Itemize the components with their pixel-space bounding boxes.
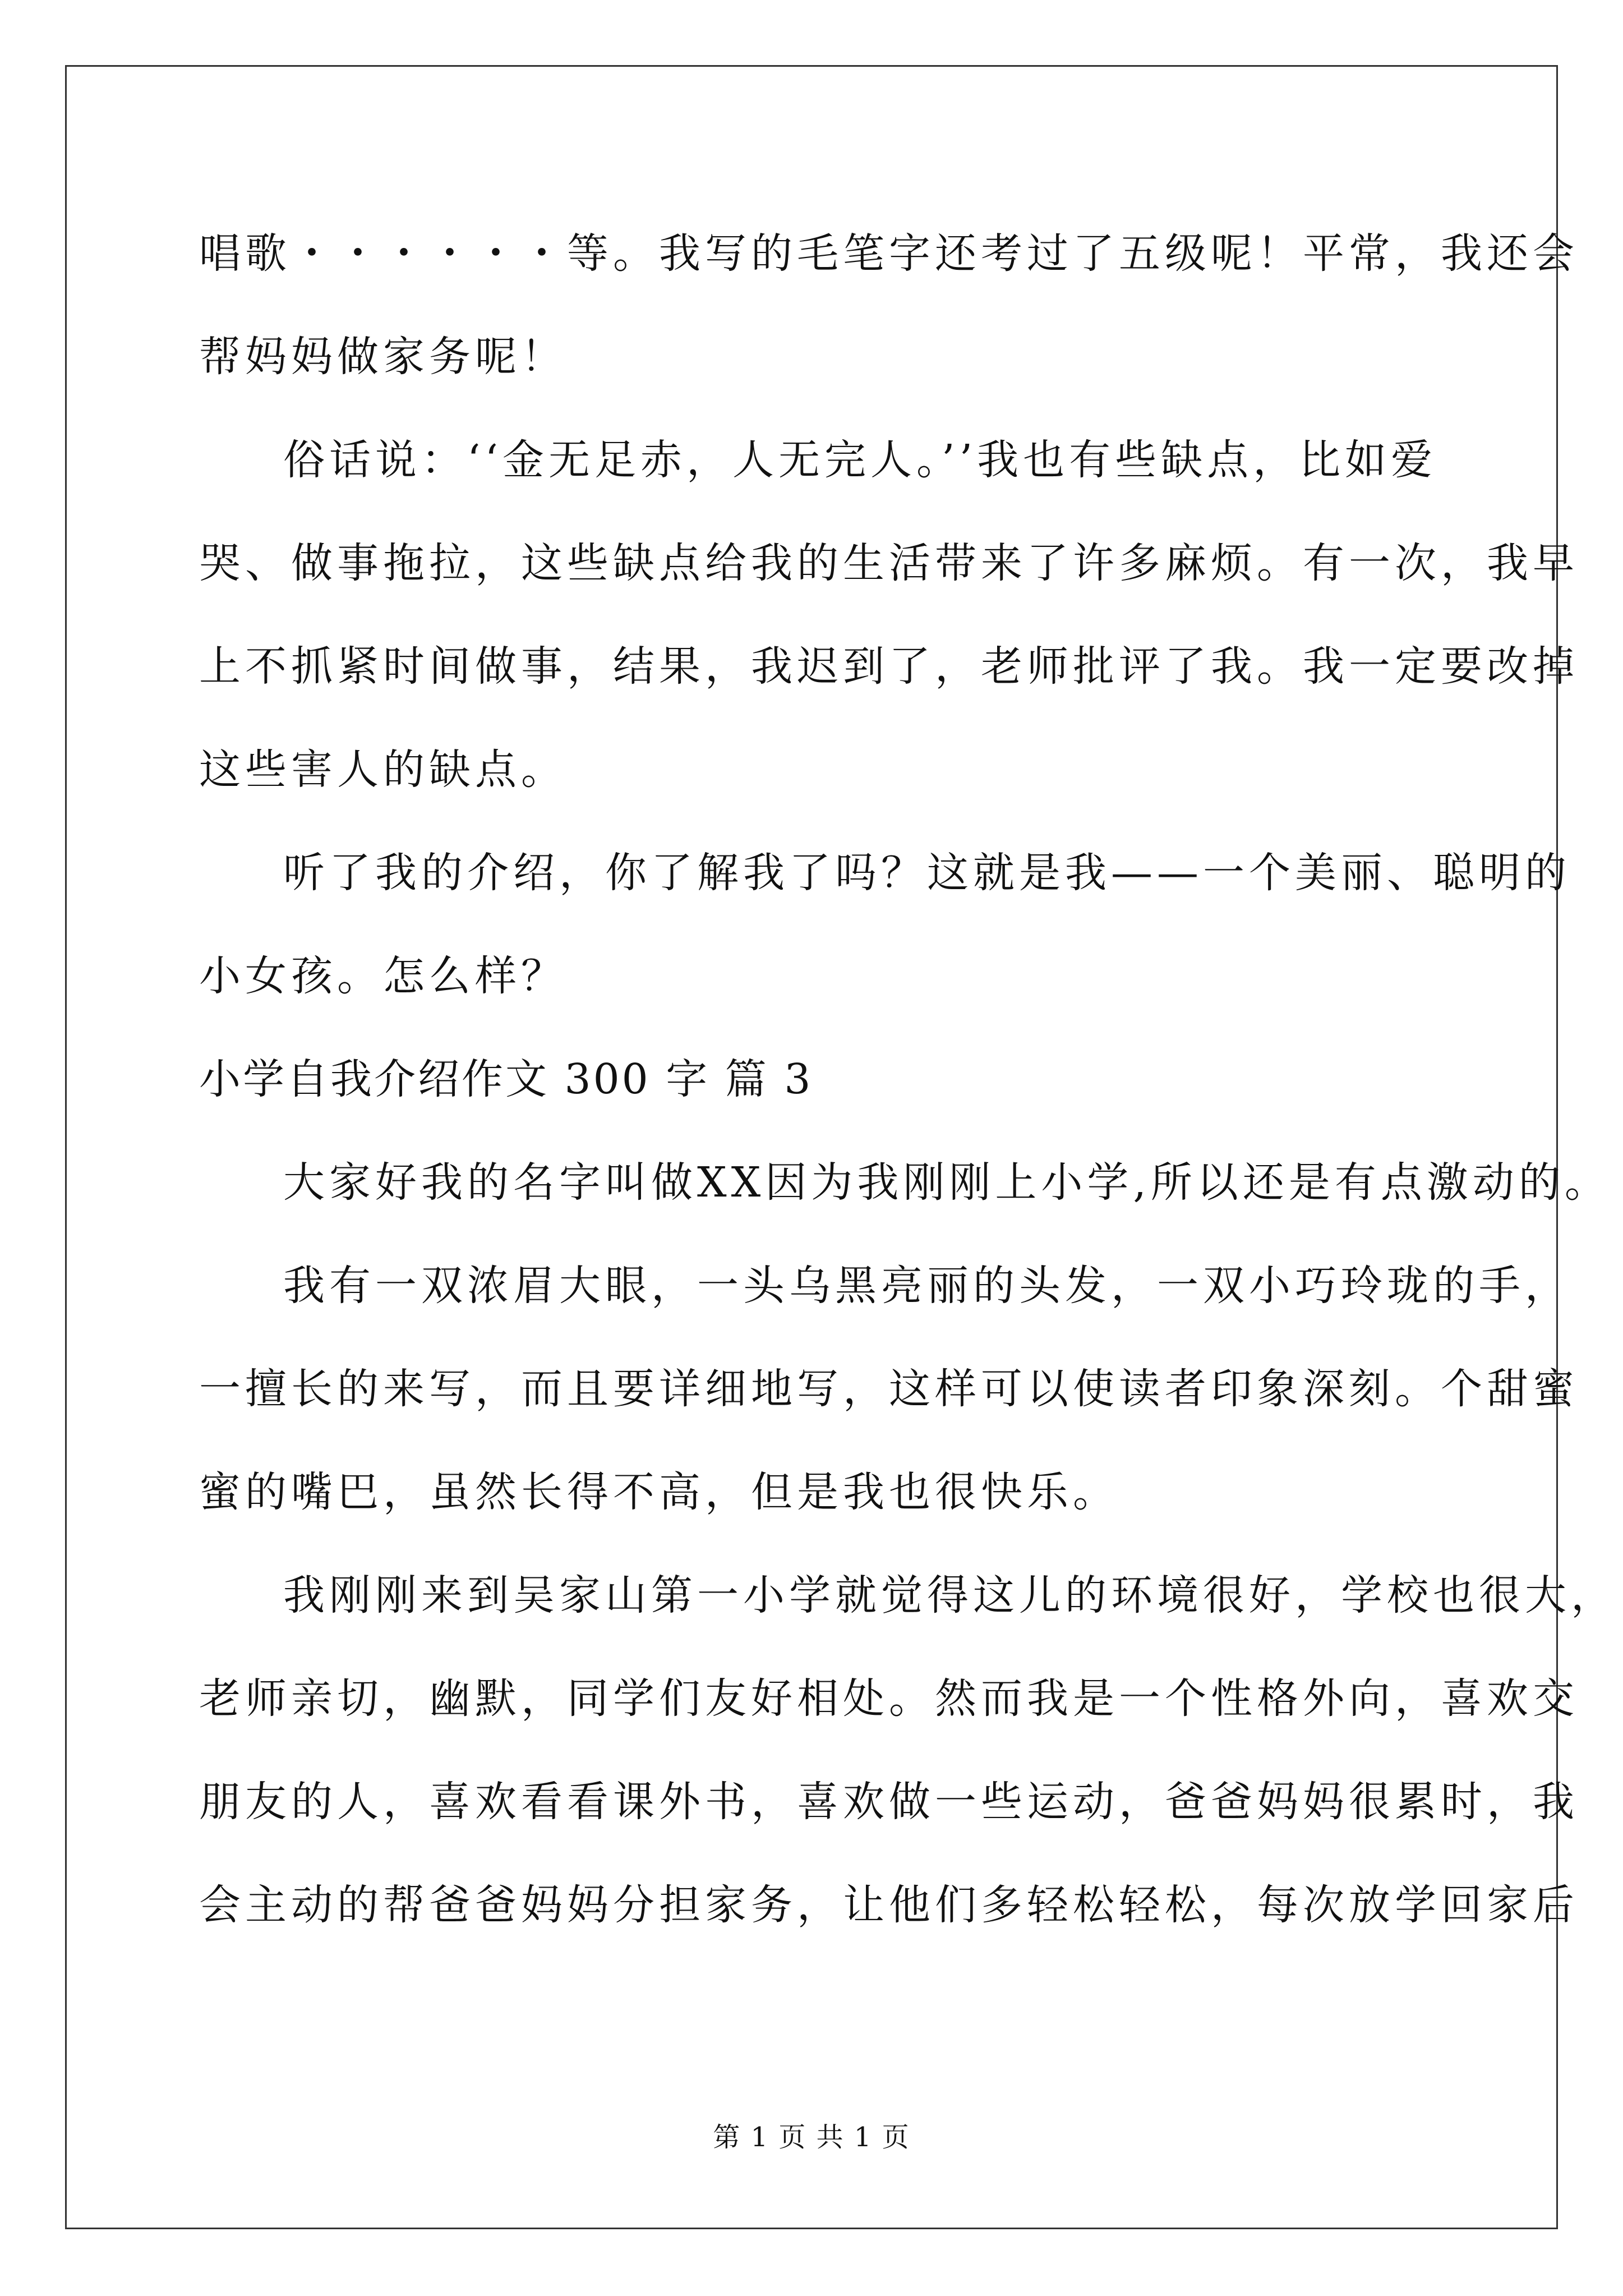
- page-number-footer: 第 1 页 共 1 页: [713, 2122, 910, 2153]
- paragraph-start-line: 我有一双浓眉大眼，一头乌黑亮丽的头发，一双小巧玲珑的手，: [283, 1262, 1571, 1310]
- text-line: 蜜的嘴巴，虽然长得不高，但是我也很快乐。: [199, 1468, 1119, 1516]
- text-line: 会主动的帮爸爸妈妈分担家务，让他们多轻松轻松，每次放学回家后: [199, 1881, 1579, 1929]
- text-line: 这些害人的缺点。: [199, 746, 567, 794]
- text-line: 小女孩。怎么样？: [199, 952, 567, 1000]
- text-line: 老师亲切，幽默，同学们友好相处。然而我是一个性格外向，喜欢交: [199, 1674, 1579, 1723]
- text-line: 朋友的人，喜欢看看课外书，喜欢做一些运动，爸爸妈妈很累时，我: [199, 1778, 1579, 1826]
- paragraph-start-line: 听了我的介绍，你了解我了吗？这就是我——一个美丽、聪明的: [283, 849, 1571, 897]
- text-line: 唱歌・・・・・・等。我写的毛笔字还考过了五级呢！平常，我还会: [199, 229, 1579, 278]
- text-line: 一擅长的来写，而且要详细地写，这样可以使读者印象深刻。个甜蜜: [199, 1365, 1579, 1413]
- text-line: 上不抓紧时间做事，结果，我迟到了，老师批评了我。我一定要改掉: [199, 642, 1579, 691]
- paragraph-start-line: 大家好我的名字叫做XX因为我刚刚上小学,所以还是有点激动的。: [283, 1158, 1611, 1207]
- paragraph-start-line: 我刚刚来到吴家山第一小学就觉得这儿的环境很好，学校也很大，: [283, 1571, 1617, 1619]
- document-body: [199, 219, 1617, 1973]
- section-heading: 小学自我介绍作文 300 字 篇 3: [199, 1055, 813, 1103]
- paragraph-start-line: 俗话说：‘‘金无足赤，人无完人。’’我也有些缺点，比如爱: [283, 436, 1437, 484]
- text-line: 帮妈妈做家务呢！: [199, 333, 567, 381]
- text-line: 哭、做事拖拉，这些缺点给我的生活带来了许多麻烦。有一次，我早: [199, 539, 1579, 587]
